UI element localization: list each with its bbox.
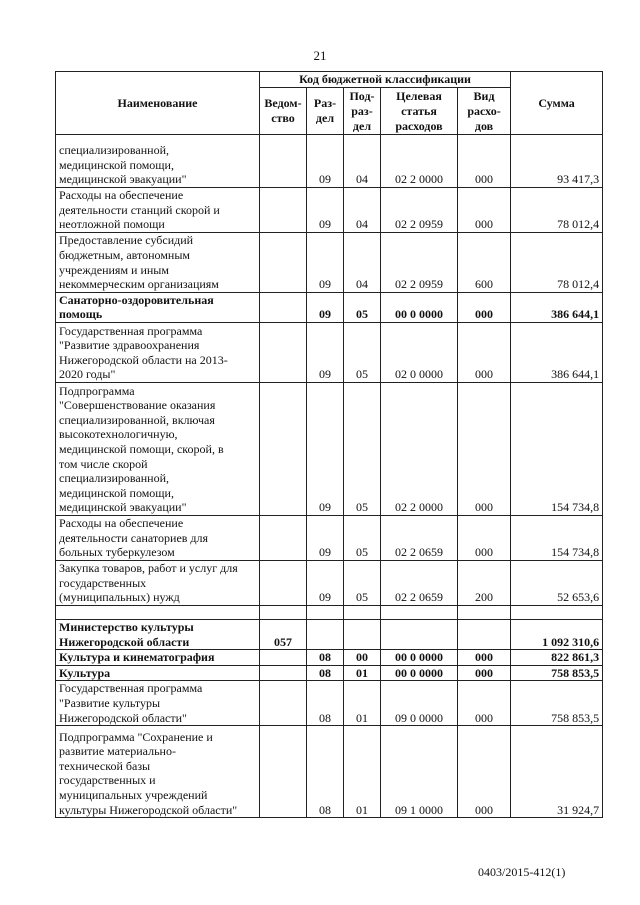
row-celevaya-statya: 02 0 0000 <box>381 322 458 382</box>
row-vedomstvo <box>260 650 307 666</box>
table-body <box>56 135 603 818</box>
row-vid-raskhodov: 000 <box>458 135 511 188</box>
row-razdel: 08 <box>307 650 344 666</box>
table-row <box>56 292 603 322</box>
row-sum: 52 653,6 <box>511 560 603 605</box>
row-sum: 78 012,4 <box>511 232 603 292</box>
row-podrazdel: 05 <box>344 560 381 605</box>
row-sum: 78 012,4 <box>511 188 603 233</box>
row-podrazdel: 05 <box>344 515 381 560</box>
row-vedomstvo <box>260 605 307 619</box>
table-row <box>56 726 603 818</box>
header-vid-raskhodov: Вид расхо- дов <box>458 88 511 135</box>
row-razdel: 09 <box>307 232 344 292</box>
row-celevaya-statya: 00 0 0000 <box>381 292 458 322</box>
table-row <box>56 650 603 666</box>
row-sum: 386 644,1 <box>511 292 603 322</box>
table-row <box>56 665 603 681</box>
row-name <box>56 605 260 619</box>
row-razdel: 08 <box>307 665 344 681</box>
row-vedomstvo <box>260 665 307 681</box>
table-row <box>56 382 603 515</box>
header-sum: Сумма <box>511 72 603 135</box>
row-vid-raskhodov: 000 <box>458 650 511 666</box>
row-vedomstvo <box>260 681 307 726</box>
table-row <box>56 515 603 560</box>
row-vedomstvo <box>260 382 307 515</box>
header-celevaya-statya: Целевая статья расходов <box>381 88 458 135</box>
row-sum: 154 734,8 <box>511 382 603 515</box>
row-name: Санаторно-оздоровительная помощь <box>56 292 260 322</box>
row-vedomstvo <box>260 560 307 605</box>
row-razdel: 09 <box>307 292 344 322</box>
row-vid-raskhodov: 000 <box>458 726 511 818</box>
row-celevaya-statya: 09 0 0000 <box>381 681 458 726</box>
row-name: Расходы на обеспечение деятельности станций скорой и неотложной помощи <box>56 188 260 233</box>
row-celevaya-statya: 02 2 0659 <box>381 515 458 560</box>
document-code: 0403/2015-412(1) <box>478 865 566 879</box>
row-podrazdel: 04 <box>344 232 381 292</box>
row-name: Подпрограмма "Сохранение и развитие материально- технической базы государственных и муниципальных учреждений культуры Нижегородской области" <box>56 726 260 818</box>
header-code-group: Код бюджетной классификации <box>260 72 511 88</box>
row-vedomstvo <box>260 135 307 188</box>
row-celevaya-statya: 02 2 0000 <box>381 135 458 188</box>
row-razdel <box>307 605 344 619</box>
row-vedomstvo: 057 <box>260 619 307 649</box>
row-sum: 93 417,3 <box>511 135 603 188</box>
row-razdel: 08 <box>307 681 344 726</box>
page-number: 21 <box>313 48 327 63</box>
row-podrazdel: 05 <box>344 292 381 322</box>
row-vedomstvo <box>260 292 307 322</box>
row-sum: 31 924,7 <box>511 726 603 818</box>
row-sum: 154 734,8 <box>511 515 603 560</box>
row-vid-raskhodov: 000 <box>458 382 511 515</box>
row-razdel: 09 <box>307 515 344 560</box>
row-name: Культура <box>56 665 260 681</box>
row-podrazdel <box>344 605 381 619</box>
row-vid-raskhodov <box>458 619 511 649</box>
header-podrazdel: Под- раз- дел <box>344 88 381 135</box>
row-razdel: 09 <box>307 135 344 188</box>
row-celevaya-statya: 00 0 0000 <box>381 650 458 666</box>
table-row <box>56 188 603 233</box>
table-row <box>56 681 603 726</box>
row-name: Министерство культуры Нижегородской области <box>56 619 260 649</box>
table-row <box>56 560 603 605</box>
row-name: Закупка товаров, работ и услуг для государственных (муниципальных) нужд <box>56 560 260 605</box>
row-celevaya-statya: 02 2 0000 <box>381 382 458 515</box>
row-razdel: 09 <box>307 560 344 605</box>
row-celevaya-statya: 02 2 0959 <box>381 232 458 292</box>
row-podrazdel: 04 <box>344 188 381 233</box>
row-vid-raskhodov: 000 <box>458 188 511 233</box>
row-vid-raskhodov: 000 <box>458 292 511 322</box>
row-celevaya-statya <box>381 605 458 619</box>
row-razdel <box>307 619 344 649</box>
row-name: Государственная программа "Развитие культуры Нижегородской области" <box>56 681 260 726</box>
row-sum: 1 092 310,6 <box>511 619 603 649</box>
row-celevaya-statya: 02 2 0959 <box>381 188 458 233</box>
table-row <box>56 605 603 619</box>
row-vid-raskhodov <box>458 605 511 619</box>
row-name: Подпрограмма "Совершенствование оказания специализированной, включая высокотехнологичную, медицинской помощи, скорой, в том числе скорой специализированной, медицинской помощи, медицинской эвакуации" <box>56 382 260 515</box>
row-vedomstvo <box>260 515 307 560</box>
row-razdel: 09 <box>307 188 344 233</box>
row-razdel: 08 <box>307 726 344 818</box>
row-vid-raskhodov: 000 <box>458 665 511 681</box>
row-podrazdel: 05 <box>344 322 381 382</box>
row-podrazdel: 00 <box>344 650 381 666</box>
row-vedomstvo <box>260 322 307 382</box>
row-name: специализированной, медицинской помощи, медицинской эвакуации" <box>56 135 260 188</box>
row-sum: 758 853,5 <box>511 681 603 726</box>
row-vedomstvo <box>260 726 307 818</box>
row-name: Расходы на обеспечение деятельности санаториев для больных туберкулезом <box>56 515 260 560</box>
row-celevaya-statya: 02 2 0659 <box>381 560 458 605</box>
row-name: Государственная программа "Развитие здравоохранения Нижегородской области на 2013- 2020 годы" <box>56 322 260 382</box>
budget-table <box>55 71 603 818</box>
table-row <box>56 232 603 292</box>
row-sum: 758 853,5 <box>511 665 603 681</box>
table-row <box>56 619 603 649</box>
row-podrazdel: 01 <box>344 665 381 681</box>
header-vedomstvo: Ведом- ство <box>260 88 307 135</box>
row-vid-raskhodov: 200 <box>458 560 511 605</box>
row-vedomstvo <box>260 188 307 233</box>
header-razdel: Раз- дел <box>307 88 344 135</box>
row-razdel: 09 <box>307 382 344 515</box>
row-podrazdel: 04 <box>344 135 381 188</box>
row-vid-raskhodov: 600 <box>458 232 511 292</box>
row-celevaya-statya <box>381 619 458 649</box>
header-name: Наименование <box>56 72 260 135</box>
row-vedomstvo <box>260 232 307 292</box>
row-vid-raskhodov: 000 <box>458 322 511 382</box>
row-celevaya-statya: 09 1 0000 <box>381 726 458 818</box>
table-row <box>56 322 603 382</box>
row-podrazdel <box>344 619 381 649</box>
row-podrazdel: 01 <box>344 726 381 818</box>
row-name: Предоставление субсидий бюджетным, автономным учреждениям и иным некоммерческим организациям <box>56 232 260 292</box>
row-razdel: 09 <box>307 322 344 382</box>
row-vid-raskhodov: 000 <box>458 681 511 726</box>
row-sum <box>511 605 603 619</box>
row-sum: 822 861,3 <box>511 650 603 666</box>
row-celevaya-statya: 00 0 0000 <box>381 665 458 681</box>
row-podrazdel: 01 <box>344 681 381 726</box>
row-sum: 386 644,1 <box>511 322 603 382</box>
table-header <box>56 72 603 135</box>
row-podrazdel: 05 <box>344 382 381 515</box>
row-name: Культура и кинематография <box>56 650 260 666</box>
table-row <box>56 135 603 188</box>
row-vid-raskhodov: 000 <box>458 515 511 560</box>
